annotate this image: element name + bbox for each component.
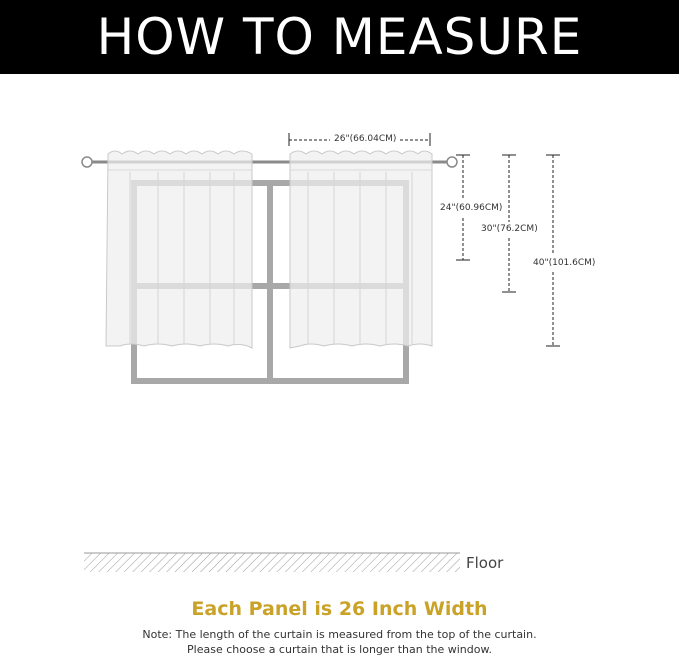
floor (84, 553, 460, 572)
length-24-label: 24"(60.96CM) (440, 203, 503, 213)
page-title: HOW TO MEASURE (96, 8, 583, 66)
length-40-label: 40"(101.6CM) (533, 258, 596, 268)
left-curtain-panel (106, 151, 252, 348)
panel-width-headline: Each Panel is 26 Inch Width (191, 598, 488, 620)
panel-width-label: 26"(66.04CM) (334, 134, 397, 144)
length-30-label: 30"(76.2CM) (481, 224, 538, 234)
right-curtain-panel (290, 151, 432, 348)
note-line-2: Please choose a curtain that is longer than the window. (187, 643, 492, 656)
floor-label: Floor (466, 554, 504, 572)
length-40-dimension (546, 155, 560, 346)
note-line-1: Note: The length of the curtain is measured from the top of the curtain. (142, 628, 537, 641)
